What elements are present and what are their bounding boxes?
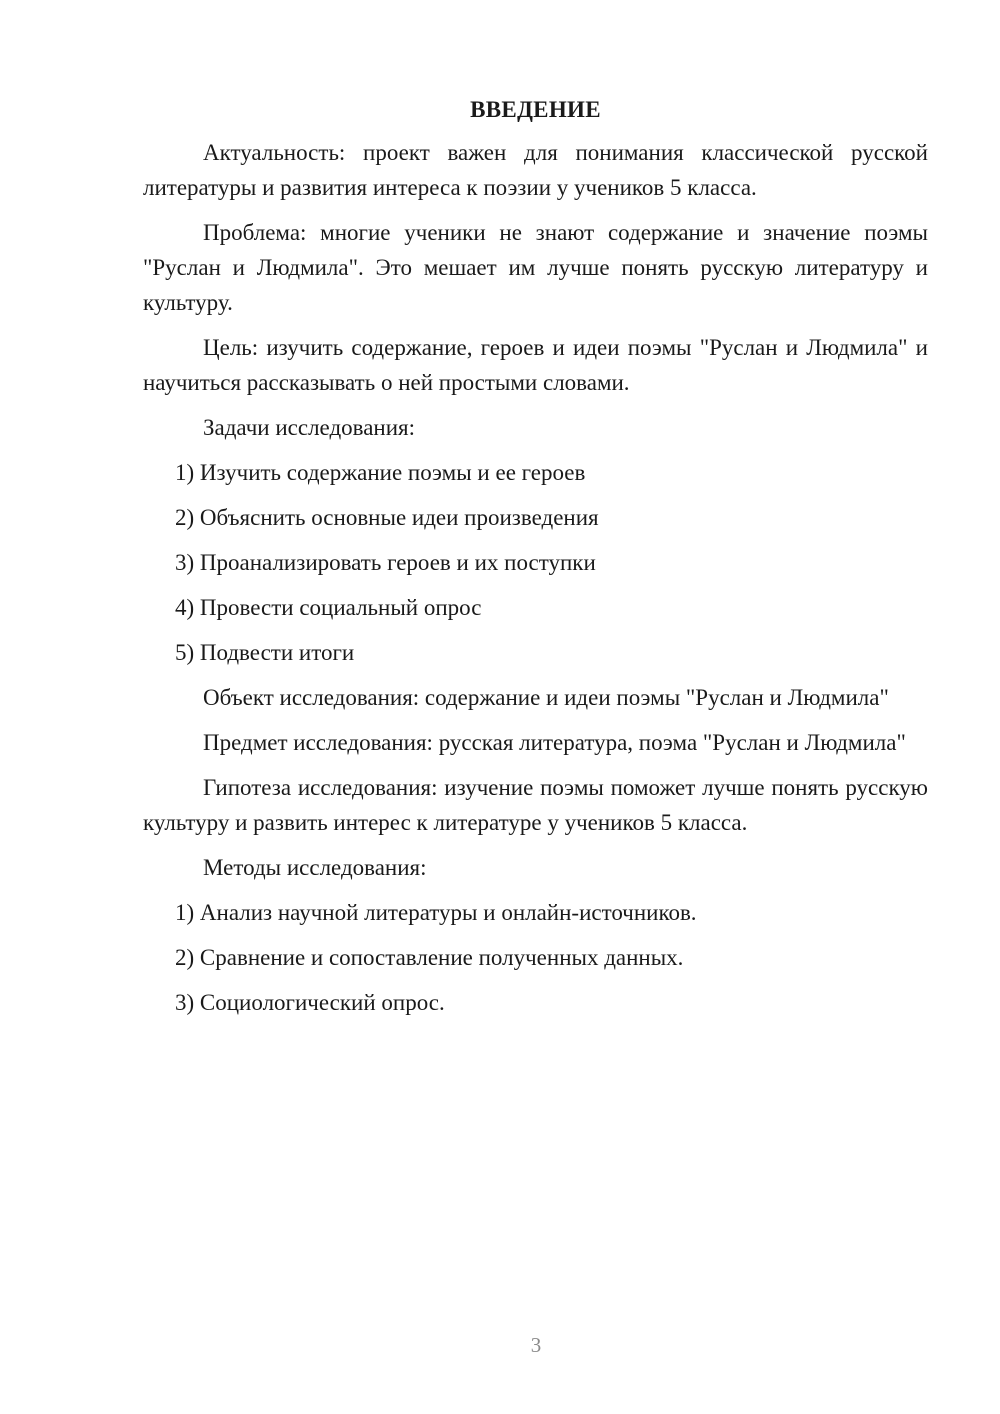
hypothesis-paragraph: Гипотеза исследования: изучение поэмы поможет лучше понять русскую культуру и развить интерес к литературе у учеников 5 класса. xyxy=(143,775,928,835)
tasks-list xyxy=(143,455,928,670)
list-item: 2) Сравнение и сопоставление полученных данных. xyxy=(175,945,684,970)
list-item: 4) Провести социальный опрос xyxy=(175,595,482,620)
methods-list xyxy=(143,895,928,1020)
goal-paragraph: Цель: изучить содержание, героев и идеи поэмы "Руслан и Людмила" и научиться рассказывать о ней простыми словами. xyxy=(143,335,928,395)
list-item: 2) Объяснить основные идеи произведения xyxy=(175,505,599,530)
page-title: ВВЕДЕНИЕ xyxy=(470,97,601,122)
document-page xyxy=(143,95,928,1030)
subject-paragraph: Предмет исследования: русская литература, поэма "Руслан и Людмила" xyxy=(203,730,906,755)
problem-paragraph: Проблема: многие ученики не знают содержание и значение поэмы "Руслан и Людмила". Это мешает им лучше понять русскую литературу и культуру. xyxy=(143,220,928,315)
list-item: 1) Анализ научной литературы и онлайн-источников. xyxy=(175,900,697,925)
tasks-heading: Задачи исследования: xyxy=(203,415,416,440)
methods-heading: Методы исследования: xyxy=(203,855,427,880)
list-item: 5) Подвести итоги xyxy=(175,640,355,665)
object-paragraph: Объект исследования: содержание и идеи поэмы "Руслан и Людмила" xyxy=(203,685,889,710)
list-item: 3) Социологический опрос. xyxy=(175,990,445,1015)
page-number: 3 xyxy=(530,1333,542,1357)
list-item: 3) Проанализировать героев и их поступки xyxy=(175,550,596,575)
list-item: 1) Изучить содержание поэмы и ее героев xyxy=(175,460,586,485)
relevance-paragraph: Актуальность: проект важен для понимания классической русской литературы и развития интереса к поэзии у учеников 5 класса. xyxy=(143,140,928,200)
